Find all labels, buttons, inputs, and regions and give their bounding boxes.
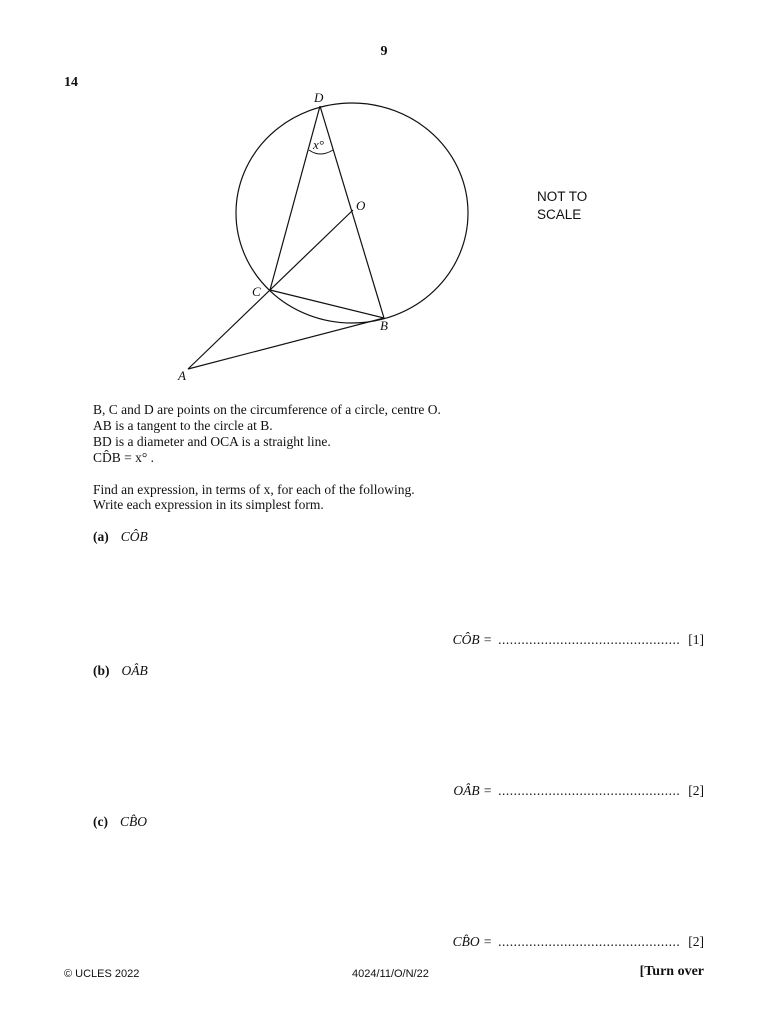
geometry-figure [0,0,768,400]
answer-c-marks: [2] [688,934,704,949]
label-b: B [380,318,388,333]
line-o-a [188,210,353,369]
footer-copyright: © UCLES 2022 [64,968,140,980]
answer-b-dots[interactable]: ............................................... [498,783,681,798]
part-b-label [93,663,148,679]
label-a: A [178,368,186,383]
answer-a-dots[interactable]: ............................................... [498,632,681,647]
answer-a-label: CÔB = [452,632,493,647]
line-d-c [270,106,320,290]
stem-line-3: BD is a diameter and OCA is a straight line. [93,434,331,449]
footer-turn-over: [Turn over [639,964,704,979]
instruction-line-1: Find an expression, in terms of x, for each of the following. [93,482,415,497]
label-o: O [356,198,366,213]
instruction-line-2: Write each expression in its simplest form. [93,497,324,512]
label-d: D [314,90,324,105]
question-number: 14 [64,75,78,90]
stem-line-2: AB is a tangent to the circle at B. [93,418,273,433]
answer-line-a[interactable] [453,632,704,648]
part-c-angle: CB̂O [119,814,147,829]
part-c-label [93,814,147,830]
part-a-letter: (a) [93,529,109,544]
line-a-b [188,318,384,369]
stem-line-1: B, C and D are points on the circumference of a circle, centre O. [93,402,441,417]
part-b-angle: OÂB [121,663,148,678]
footer-paper-code: 4024/11/O/N/22 [352,968,429,980]
answer-line-b[interactable] [453,783,704,799]
not-to-scale-note [537,188,587,224]
part-a-label [93,529,148,545]
answer-c-label: CB̂O = [452,934,493,949]
note-line-2: SCALE [537,207,582,222]
part-a-angle: CÔB [120,529,148,544]
answer-b-label: OÂB = [453,783,493,798]
answer-c-dots[interactable]: ............................................... [498,934,681,949]
line-d-b [320,106,384,318]
note-line-1: NOT TO [537,189,588,204]
answer-line-c[interactable] [453,934,704,950]
page-number: 9 [380,44,388,59]
label-c: C [252,284,261,299]
answer-b-marks: [2] [688,783,704,798]
part-c-letter: (c) [93,814,108,829]
part-b-letter: (b) [93,663,110,678]
answer-a-marks: [1] [688,632,704,647]
label-angle-x: x° [313,137,324,152]
stem-line-4: CD̂B = x° . [93,450,155,465]
